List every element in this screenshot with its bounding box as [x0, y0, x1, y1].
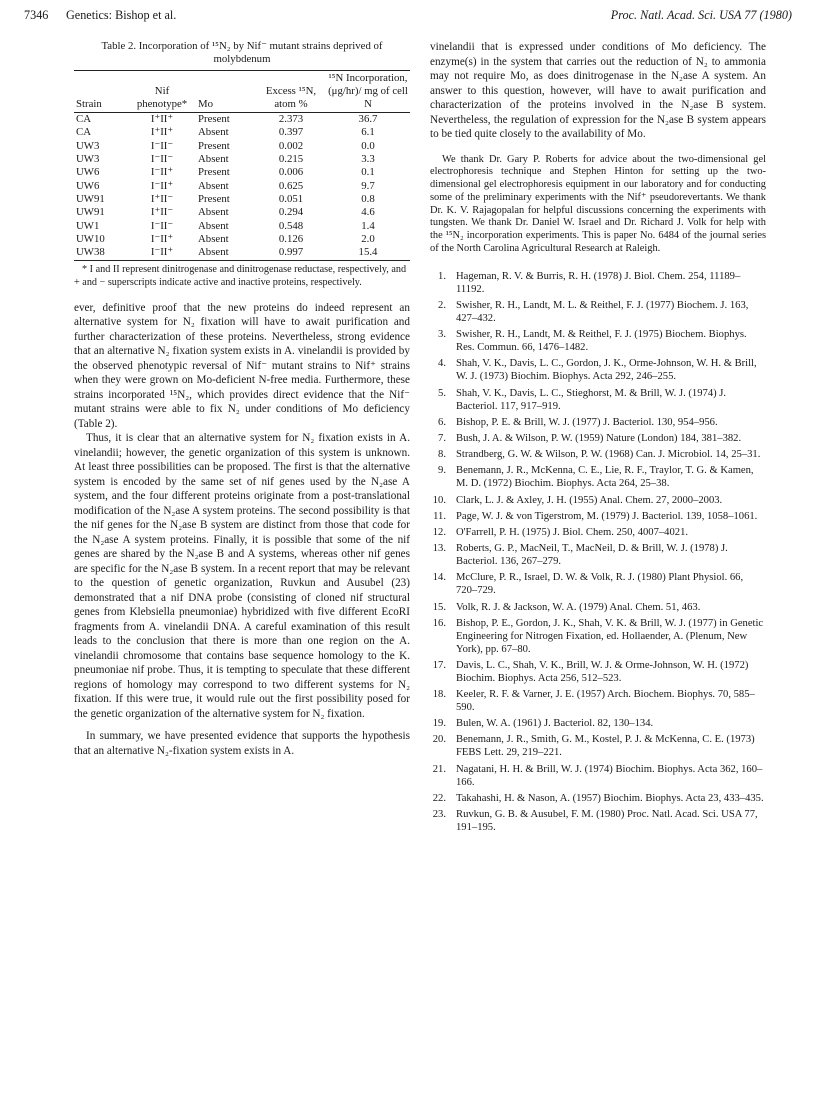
reference-number: 7.	[438, 433, 446, 444]
cell-strain: UW6	[76, 179, 100, 192]
reference-text: Benemann, J. R., Smith, G. M., Kostel, P. J. & McKenna, C. E. (1973) FEBS Lett. 29, 219–221.	[456, 734, 755, 759]
reference-number: 3.	[438, 329, 446, 341]
cell-nif: I⁻II⁻	[150, 139, 174, 152]
reference-text: Bishop, P. E., Gordon, J. K., Shah, V. K. & Brill, W. J. (1977) in Genetic Engineering for Nitrogen Fixation, ed. Hollaender, A. (Plenum, New York), pp. 67–80.	[456, 617, 764, 655]
reference-item	[430, 387, 766, 413]
reference-text: Page, W. J. & von Tigerstrom, M. (1979) J. Bacteriol. 139, 1058–1061.	[456, 510, 758, 522]
cell-incorp: 15.4	[326, 246, 410, 261]
reference-number: 1.	[438, 270, 446, 282]
reference-number: 11.	[433, 510, 446, 522]
th-nif-phenotype: Nif phenotype*	[128, 71, 196, 113]
cell-nif: I⁻II⁺	[150, 232, 174, 245]
acknowledgment: We thank Dr. Gary P. Roberts for advice about the two-dimensional gel electrophoresis technique and Stephen Hinton for setting up the two-dimensional gel electrophoresis equipment in our laboratory and for conducting some of the preliminary experiments with the Nif⁺ pseudorevertants. We thank Dr. K. V. Rajagopalan for helpful discussions concerning the experiments with tungsten. We thank Dr. Daniel W. Israel and Dr. Richard J. Volk for help with the ¹⁵N₂ incorporation experiments. This is paper No. 6484 of the journal series of the North Carolina Agricultural Research at Raleigh.	[430, 153, 766, 255]
reference-text: Takahashi, H. & Nason, A. (1957) Biochim. Biophys. Acta 23, 433–435.	[456, 792, 764, 804]
table-row	[74, 246, 410, 261]
cell-incorp: 4.6	[361, 206, 375, 219]
cell-strain: UW10	[76, 232, 105, 245]
table-row	[74, 153, 410, 166]
th-excess: Excess ¹⁵N, atom %	[256, 71, 326, 113]
reference-number: 17.	[432, 659, 446, 671]
reference-list	[430, 270, 766, 834]
reference-text: Strandberg, G. W. & Wilson, P. W. (1968) Can. J. Microbiol. 14, 25–31.	[456, 449, 761, 461]
reference-text: Volk, R. J. & Jackson, W. A. (1979) Anal. Chem. 51, 463.	[456, 601, 701, 613]
reference-number: 15.	[432, 601, 446, 613]
cell-excess: 0.126	[278, 232, 304, 245]
table-body	[74, 113, 410, 261]
cell-excess: 0.397	[278, 126, 304, 139]
left-column	[74, 40, 410, 758]
cell-incorp: 3.3	[361, 153, 375, 166]
reference-text: McClure, P. R., Israel, D. W. & Volk, R. J. (1980) Plant Physiol. 66, 720–729.	[456, 572, 744, 597]
cell-strain: CA	[76, 126, 91, 139]
reference-number: 9.	[438, 465, 446, 477]
body-paragraph: ever, definitive proof that the new proteins do indeed represent an alternative system for N₂ fixation will have to await purification and further characterization of these proteins. Nevertheless, strong evidence that an alternative N₂ fixation system exists in A. vinelandii is provided by the observed phenotypic reversal of Nif⁻ mutant strains to Nif⁺ strains when they were grown on Mo-deficient N-free media. Furthermore, these strains incorporated ¹⁵N₂, which provides direct evidence that the Nif⁻ mutant strains were able to fix N₂ under conditions of Mo deficiency (Table 2).	[74, 301, 410, 430]
cell-mo: Present	[198, 166, 230, 179]
cell-excess: 0.294	[278, 206, 304, 219]
table-row	[74, 219, 410, 232]
reference-item	[430, 510, 766, 523]
cell-excess: 0.051	[278, 192, 304, 205]
reference-number: 22.	[432, 792, 446, 804]
body-paragraph: In summary, we have presented evidence that supports the hypothesis that an alternative N₂-fixation system exists in A.	[74, 730, 410, 757]
cell-mo: Absent	[198, 219, 229, 232]
reference-number: 10.	[432, 494, 446, 506]
reference-text: Nagatani, H. H. & Brill, W. J. (1974) Biochim. Biophys. Acta 362, 160–166.	[456, 763, 763, 788]
cell-incorp: 0.8	[361, 192, 375, 205]
cell-excess: 0.215	[278, 153, 304, 166]
cell-mo: Present	[198, 192, 230, 205]
reference-item	[430, 270, 766, 296]
cell-incorp: 9.7	[361, 179, 375, 192]
reference-item	[430, 448, 766, 461]
reference-text: Davis, L. C., Shah, V. K., Brill, W. J. & Orme-Johnson, W. H. (1972) Biochim. Biophys. Acta 256, 512–523.	[456, 659, 749, 684]
reference-text: Bulen, W. A. (1961) J. Bacteriol. 82, 130–134.	[456, 718, 654, 730]
cell-nif: I⁺II⁻	[150, 206, 174, 219]
cell-mo: Absent	[198, 179, 229, 192]
cell-mo: Absent	[198, 232, 229, 245]
cell-strain: CA	[76, 113, 91, 126]
table-caption: Table 2. Incorporation of ¹⁵N₂ by Nif⁻ mutant strains deprived of molybdenum	[101, 40, 383, 65]
reference-text: Hageman, R. V. & Burris, R. H. (1978) J. Biol. Chem. 254, 11189–11192.	[456, 270, 741, 295]
reference-text: Swisher, R. H., Landt, M. L. & Reithel, F. J. (1977) Biochem. J. 163, 427–432.	[456, 300, 749, 325]
journal-citation: Proc. Natl. Acad. Sci. USA 77 (1980)	[610, 8, 792, 22]
th-strain: Strain	[74, 71, 128, 113]
cell-strain: UW3	[76, 139, 100, 152]
cell-mo: Present	[198, 113, 230, 126]
reference-text: Swisher, R. H., Landt, M. & Reithel, F. J. (1975) Biochem. Biophys. Res. Commun. 66, 1476–1482.	[456, 329, 747, 354]
cell-mo: Absent	[198, 126, 229, 139]
cell-strain: UW91	[76, 206, 105, 219]
table-row	[74, 233, 410, 246]
reference-text: Shah, V. K., Davis, L. C., Gordon, J. K., Orme-Johnson, W. H. & Brill, W. J. (1973) Biochim. Biophys. Acta 292, 246–255.	[456, 358, 757, 383]
cell-strain: UW91	[76, 192, 105, 205]
reference-text: Bush, J. A. & Wilson, P. W. (1959) Nature (London) 184, 381–382.	[456, 433, 742, 444]
cell-incorp: 0.0	[361, 139, 375, 152]
reference-number: 12.	[432, 526, 446, 538]
reference-item	[430, 601, 766, 614]
reference-number: 16.	[432, 617, 446, 629]
reference-text: Roberts, G. P., MacNeil, T., MacNeil, D. & Brill, W. J. (1978) J. Bacteriol. 136, 267–279.	[456, 543, 728, 568]
cell-excess: 2.373	[278, 113, 304, 126]
data-table	[74, 70, 410, 261]
reference-number: 18.	[432, 689, 446, 701]
reference-item	[430, 416, 766, 429]
reference-text: O'Farrell, P. H. (1975) J. Biol. Chem. 250, 4007–4021.	[456, 526, 689, 538]
cell-nif: I⁻II⁻	[150, 153, 174, 166]
cell-strain: UW38	[74, 246, 128, 261]
cell-excess: 0.997	[256, 246, 326, 261]
reference-item	[430, 357, 766, 383]
reference-number: 20.	[432, 734, 446, 746]
reference-text: Ruvkun, G. B. & Ausubel, F. M. (1980) Proc. Natl. Acad. Sci. USA 77, 191–195.	[456, 809, 758, 833]
table-footnote: * I and II represent dinitrogenase and dinitrogenase reductase, respectively, and + and − superscripts indicate active and inactive proteins, respectively.	[74, 264, 407, 288]
reference-number: 13.	[432, 543, 446, 555]
reference-text: Benemann, J. R., McKenna, C. E., Lie, R. F., Traylor, T. G. & Kamen, M. D. (1972) Biochim. Biophys. Acta 264, 25–38.	[456, 465, 754, 490]
reference-number: 2.	[438, 300, 446, 312]
body-paragraph: Thus, it is clear that an alternative system for N₂ fixation exists in A. vinelandii; however, the genetic organization of this system is unknown. At least three possibilities can be proposed. The first is that the alternative system is encoded by the same set of nif genes used by the N₂ase A system, and the four different proteins originate from a post-translational modification of the N₂ase A system proteins. The second possibility is that the nif genes for the N₂ase B system are distinct from those that code for the N₂ase A system proteins. Finally, it is possible that some of the nif genes are shared by the N₂ase B and A systems, whereas other nif genes are specific for the N₂ase B system. In a recent report that may be relevant to the question of genetic organization, Ruvkun and Ausubel (23) demonstrated that a nif DNA probe (consisting of cloned nif structural genes from Klebsiella pneumoniae) hybridized with five different EcoRI fragments from A. vinelandii DNA. A careful examination of this result leads to the conclusion that there is more than one region on the A. vinelandii chromosome that contains base sequence homology to the K. pneumoniae nif probe. Thus, it is tempting to speculate that these different regions of homology may correspond to two different systems for N₂ fixation. If this were true, it would rule out the first possibility posed for the genetic organization of the alternative system for N₂ fixation.	[74, 432, 410, 720]
reference-number: 6.	[438, 416, 446, 428]
cell-nif: I⁺II⁺	[150, 126, 174, 139]
reference-text: Clark, L. J. & Axley, J. H. (1955) Anal. Chem. 27, 2000–2003.	[456, 494, 723, 506]
reference-number: 14.	[432, 572, 446, 584]
cell-nif: I⁺II⁺	[150, 113, 174, 126]
cell-mo: Absent	[196, 246, 256, 261]
reference-text: Bishop, P. E. & Brill, W. J. (1977) J. Bacteriol. 130, 954–956.	[456, 416, 718, 428]
running-head: Genetics: Bishop et al.	[66, 8, 177, 22]
cell-mo: Absent	[198, 206, 229, 219]
cell-nif: I⁻II⁺	[150, 166, 174, 179]
th-incorporation: ¹⁵N Incorporation, (μg/hr)/ mg of cell N	[326, 71, 410, 113]
reference-item	[430, 464, 766, 490]
th-mo: Mo	[196, 71, 256, 113]
table-row	[74, 166, 410, 179]
cell-excess: 0.002	[278, 139, 304, 152]
reference-number: 8.	[438, 449, 446, 461]
reference-item	[430, 792, 766, 805]
reference-item	[430, 494, 766, 507]
reference-item	[430, 432, 766, 445]
reference-item	[430, 717, 766, 730]
cell-incorp: 2.0	[361, 232, 375, 245]
reference-item	[430, 571, 766, 597]
reference-number: 4.	[438, 358, 446, 370]
cell-mo: Present	[198, 139, 230, 152]
table-row	[74, 206, 410, 219]
reference-number: 5.	[438, 387, 446, 399]
table-row	[74, 193, 410, 206]
cell-nif: I⁺II⁻	[150, 192, 174, 205]
right-column	[430, 40, 766, 837]
page-number: 7346	[24, 8, 49, 22]
reference-item	[430, 808, 766, 834]
cell-excess: 0.006	[278, 166, 304, 179]
page-header	[24, 8, 792, 24]
reference-number: 19.	[432, 718, 446, 730]
reference-item	[430, 617, 766, 656]
reference-item	[430, 659, 766, 685]
cell-strain: UW1	[76, 219, 100, 232]
reference-number: 21.	[432, 763, 446, 775]
cell-excess: 0.548	[278, 219, 304, 232]
reference-text: Keeler, R. F. & Varner, J. E. (1957) Arch. Biochem. Biophys. 70, 585–590.	[456, 689, 755, 714]
reference-item	[430, 733, 766, 759]
cell-strain: UW3	[76, 153, 100, 166]
reference-number: 23.	[432, 809, 446, 820]
reference-text: Shah, V. K., Davis, L. C., Stieghorst, M. & Brill, W. J. (1974) J. Bacteriol. 117, 917–919.	[456, 387, 727, 412]
cell-incorp: 6.1	[361, 126, 375, 139]
reference-item	[430, 542, 766, 568]
cell-incorp: 0.1	[361, 166, 375, 179]
reference-item	[430, 328, 766, 354]
table-row	[74, 113, 410, 127]
cell-nif: I⁻II⁺	[128, 246, 196, 261]
table-row	[74, 126, 410, 139]
cell-strain: UW6	[76, 166, 100, 179]
cell-incorp: 36.7	[358, 113, 378, 126]
cell-nif: I⁻II⁺	[150, 179, 174, 192]
cell-mo: Absent	[198, 153, 229, 166]
body-paragraph: vinelandii that is expressed under conditions of Mo deficiency. The enzyme(s) in the system that carries out the reduction of N₂ to ammonia may not require Mo, as does dinitrogenase in the N₂ase A system. An answer to this question, however, will have to await purification and characterization of the proteins involved in the N₂ase B system. Nevertheless, the regulation of expression for the N₂ase B system appears to be tied quite closely to the availability of Mo.	[430, 41, 766, 140]
reference-item	[430, 299, 766, 325]
cell-nif: I⁻II⁻	[150, 219, 174, 232]
reference-item	[430, 763, 766, 789]
table-row	[74, 140, 410, 153]
reference-item	[430, 526, 766, 539]
table-row	[74, 179, 410, 192]
cell-excess: 0.625	[278, 179, 304, 192]
cell-incorp: 1.4	[361, 219, 375, 232]
reference-item	[430, 688, 766, 714]
